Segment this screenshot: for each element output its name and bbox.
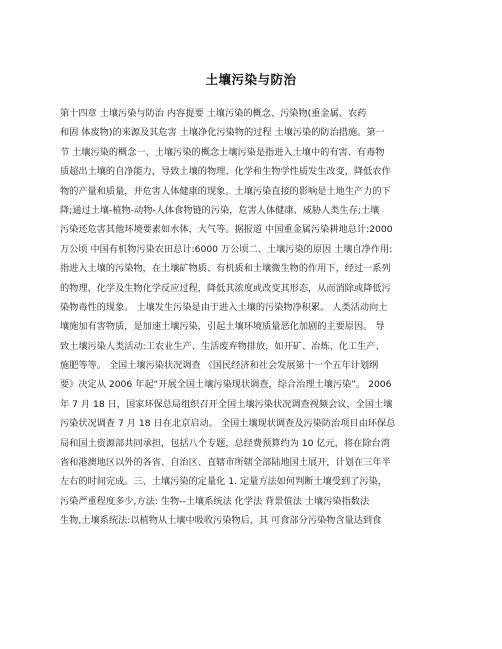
body-line: 第十四章 土壤污染与防治 内容提要 土壤污染的概念、污染物(重金属、农药: [60, 108, 367, 119]
body-line: 左右的时间完成。三、土壤污染的定量化 1. 定量方法如何判断土壤受到了污染，: [60, 476, 387, 488]
body-line: 染物毒性的现象。 土壤发生污染是由于进入土壤的污染物净积累。 人类活动向土: [60, 301, 388, 313]
body-line: 节 土壤污染的概念一、土壤污染的概念土壤污染是指进入土壤中的有害、有毒物: [60, 146, 385, 158]
body-line: 污染还危害其他环境要素如水体，大气等。据报道 中国重金属污染耕地总计:2000: [60, 224, 393, 236]
document-title: 土壤污染与防治: [205, 72, 297, 87]
body-line: 指进入土壤的污染物，在土壤矿物质、有机质和土壤微生物的作用下，经过一系列: [60, 263, 391, 275]
body-line: 壤施加有害物质，是加速土壤污染，引起土壤环境质量恶化加剧的主要原因。 导: [60, 321, 385, 333]
body-line: 降;通过土壤-植物-动物-人体食物链的污染，危害人体健康、威胁人类生存;土壤: [60, 204, 380, 216]
body-line: 年 7 月 18 日，国家环保总局组织召开全国土壤污染状况调查视频会议，全国土壤: [60, 398, 393, 410]
body-line: 和固 体废物)的来源及其危害 土壤净化污染物的过程 土壤污染的防治措施。第一: [60, 127, 385, 139]
body-line: 施肥等等。 全国土壤污染状况调查 《国民经济和社会发展第十一个五年计划纲: [60, 360, 379, 372]
body-line: 质超出土壤的自净能力，导致土壤的物理、化学和生物学性质发生改变，降低农作: [60, 166, 391, 178]
body-line: 致土壤污染人类活动:工农业生产、生活废弃物排放，如开矿、冶炼、化工生产、: [60, 340, 385, 352]
body-line: 生物,土壤系统法:以植物从土壤中吸收污染物后，其 可食部分污染物含量达到食: [60, 515, 382, 527]
body-line: 的物理、化学及生物化学反应过程，降低其浓度或改变其形态，从而消除或降低污: [60, 282, 391, 294]
body-line: 污染严重程度多少,方法: 生物--土壤系统法 化学法 背景值法 土壤污染指数法: [60, 495, 370, 507]
body-line: 省和港澳地区以外的各省、自治区、直辖市所辖全部陆地国土展开，计划在三年半: [60, 457, 391, 469]
document-body: [60, 104, 448, 531]
body-line: 万公顷 中国有机物污染农田总计:6000 万公顷二、土壤污染的原因 土壤自净作用:: [60, 243, 393, 255]
body-line: 局和国土资源部共同承担，包括八个专题，总经费预算约为 10 亿元，将在除台湾: [60, 437, 390, 449]
body-line: 要》决定从 2006 年起“开展全国土壤污染现状调查，综合治理土壤污染”。 2006: [60, 379, 392, 391]
body-line: 污染状况调查 7 月 18 日在北京启动。 全国土壤现状调查及污染防治项目由环保总: [60, 418, 396, 430]
body-line: 物的产量和质量，并危害人体健康的现象。土壤污染直接的影响是土地生产力的下: [60, 185, 391, 197]
